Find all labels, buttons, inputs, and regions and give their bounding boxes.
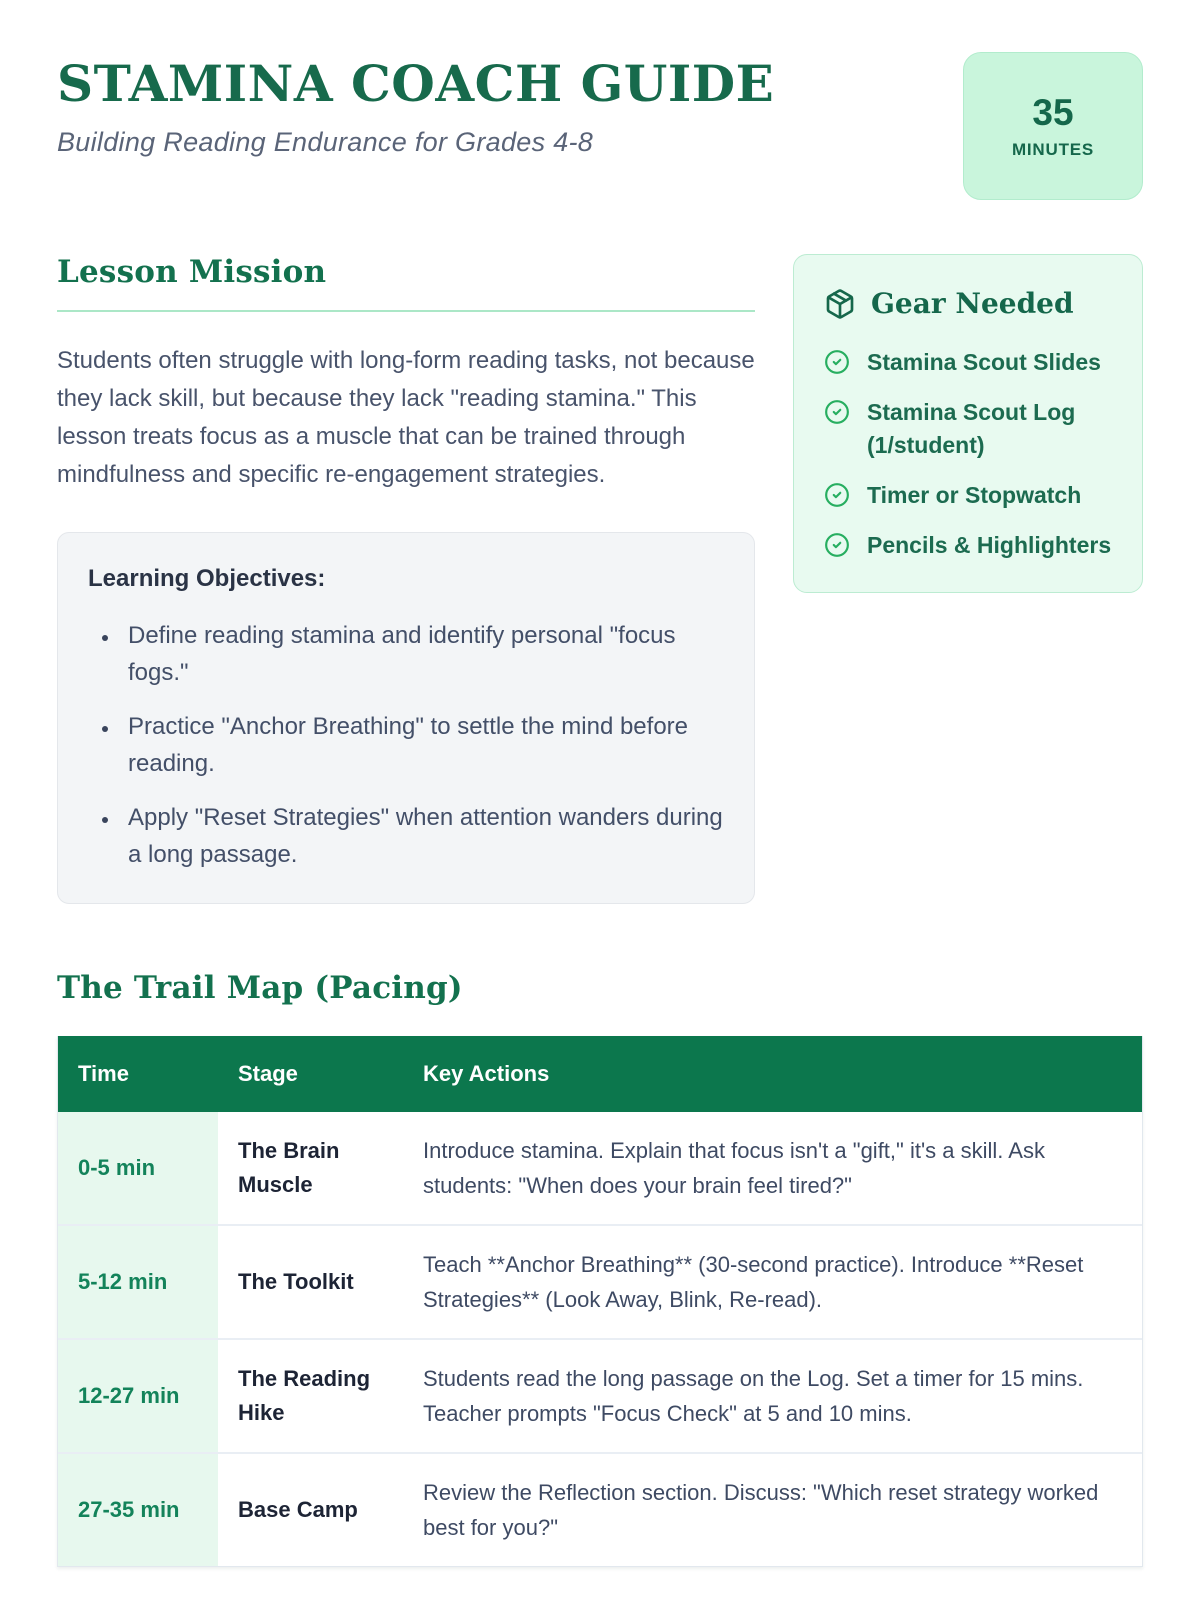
column-header-key-actions: Key Actions: [403, 1036, 1142, 1112]
gear-item: [824, 346, 1114, 379]
column-header-stage: Stage: [218, 1036, 403, 1112]
actions-cell: Students read the long passage on the Log. Set a timer for 15 mins. Teacher prompts "Focus Check" at 5 and 10 mins.: [403, 1339, 1142, 1453]
objectives-heading: Learning Objectives:: [88, 565, 326, 592]
learning-objectives-box: [57, 532, 755, 904]
header: [57, 52, 1143, 200]
page-subtitle: Building Reading Endurance for Grades 4-8: [57, 127, 594, 157]
time-cell: 12-27 min: [58, 1339, 218, 1453]
gear-item-label: Timer or Stopwatch: [867, 482, 1082, 508]
mission-heading: Lesson Mission: [57, 254, 327, 290]
table-header-row: [58, 1036, 1142, 1112]
gear-header: [824, 287, 1114, 320]
duration-badge: [963, 52, 1143, 200]
gear-item: [824, 396, 1114, 462]
objectives-list: [88, 617, 724, 873]
check-circle-icon: [824, 399, 850, 425]
gear-needed-card: [793, 254, 1143, 593]
table-row: [58, 1453, 1142, 1566]
table-row: [58, 1339, 1142, 1453]
gear-item-label: Stamina Scout Log (1/student): [867, 399, 1076, 458]
time-cell: 0-5 min: [58, 1112, 218, 1225]
column-header-time: Time: [58, 1036, 218, 1112]
table-row: [58, 1112, 1142, 1225]
time-cell: 5-12 min: [58, 1225, 218, 1339]
title-block: [57, 52, 774, 158]
objective-item: • Apply "Reset Strategies" when attention wanders during a long passage.: [120, 799, 724, 873]
package-icon: [824, 288, 856, 320]
stage-cell: The Brain Muscle: [218, 1112, 403, 1225]
check-circle-icon: [824, 532, 850, 558]
gear-item-label: Pencils & Highlighters: [867, 532, 1112, 558]
mission-paragraph: Students often struggle with long-form reading tasks, not because they lack skill, but because they lack "reading stamina." This lesson treats focus as a muscle that can be trained through mindfulness and specific re-engagement strategies.: [57, 347, 755, 488]
pacing-table-container: [57, 1036, 1143, 1567]
mission-divider: [57, 310, 755, 312]
time-cell: 27-35 min: [58, 1453, 218, 1566]
gear-item: [824, 529, 1114, 562]
stage-cell: Base Camp: [238, 1497, 358, 1522]
check-circle-icon: [824, 349, 850, 375]
duration-unit: MINUTES: [1011, 140, 1095, 159]
pacing-heading: The Trail Map (Pacing): [57, 970, 463, 1006]
mission-section: [57, 254, 755, 904]
duration-value: 35: [1032, 92, 1074, 133]
stage-cell: The Toolkit: [218, 1225, 403, 1339]
main-columns: [57, 254, 1143, 904]
gear-item-label: Stamina Scout Slides: [867, 349, 1101, 375]
pacing-section: [57, 970, 1143, 1567]
stage-cell: The Reading Hike: [218, 1339, 403, 1453]
table-row: [58, 1225, 1142, 1339]
actions-cell: Introduce stamina. Explain that focus isn't a "gift," it's a skill. Ask students: "When does your brain feel tired?": [403, 1112, 1142, 1225]
check-circle-icon: [824, 482, 850, 508]
actions-cell: Teach **Anchor Breathing** (30-second practice). Introduce **Reset Strategies** (Look Away, Blink, Re-read).: [403, 1225, 1142, 1339]
gear-item: [824, 479, 1114, 512]
gear-heading: Gear Needed: [871, 287, 1074, 320]
objective-item: • Define reading stamina and identify personal "focus fogs.": [120, 617, 724, 691]
page-title: STAMINA COACH GUIDE: [57, 54, 775, 113]
actions-cell: Review the Reflection section. Discuss: "Which reset strategy worked best for you?": [423, 1480, 1099, 1540]
pacing-table: [58, 1036, 1142, 1566]
objective-item: • Practice "Anchor Breathing" to settle the mind before reading.: [120, 708, 724, 782]
